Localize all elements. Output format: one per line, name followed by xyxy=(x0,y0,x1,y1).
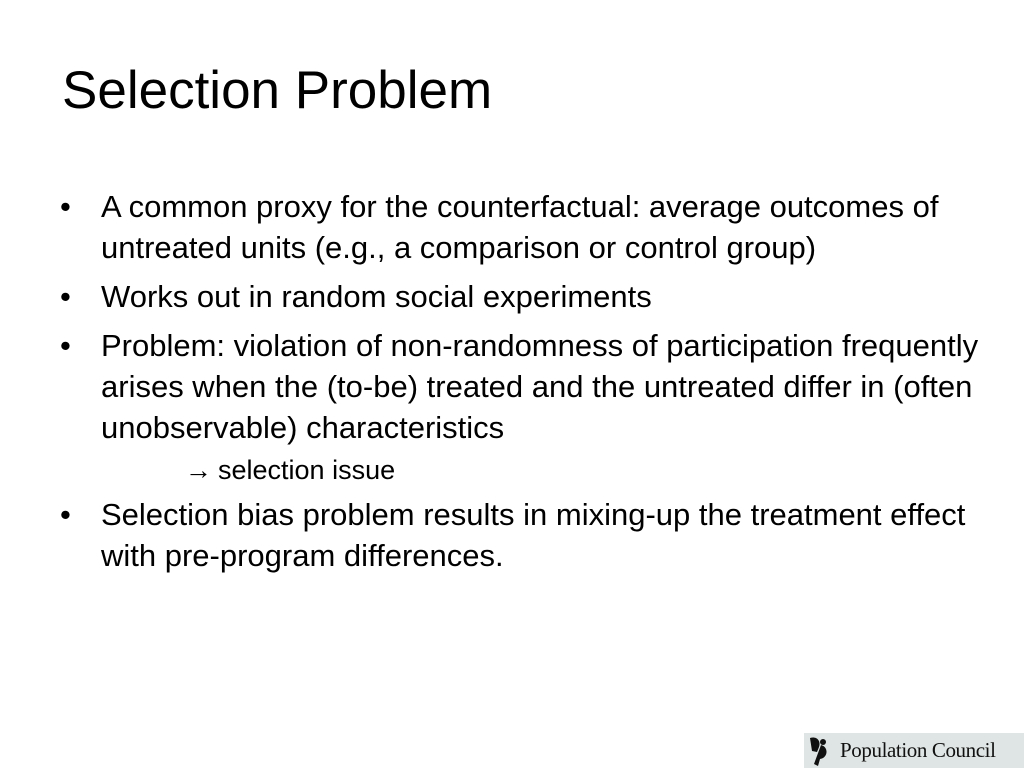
bullet-item xyxy=(60,494,980,576)
bullet-list xyxy=(60,186,980,584)
bullet-item xyxy=(60,186,980,268)
bullet-text: Selection bias problem results in mixing-up the treatment effect with pre-program differences. xyxy=(101,497,966,573)
sub-point xyxy=(60,452,980,488)
bullet-marker: • xyxy=(60,328,71,363)
bullet-marker: • xyxy=(60,279,71,314)
sub-point-text: selection issue xyxy=(218,455,396,485)
population-council-logo-icon xyxy=(804,733,834,768)
bullet-text: Works out in random social experiments xyxy=(101,279,652,314)
bullet-marker: • xyxy=(60,497,71,532)
population-council-logo xyxy=(804,733,1024,768)
bullet-text: A common proxy for the counterfactual: average outcomes of untreated units (e.g., a comparison or control group) xyxy=(101,189,939,265)
bullet-marker: • xyxy=(60,189,71,224)
right-arrow-icon: → xyxy=(185,455,212,485)
bullet-item xyxy=(60,276,980,317)
bullet-text: Problem: violation of non-randomness of participation frequently arises when the (to-be) treated and the untreated differ in (often unobservable) characteristics xyxy=(101,328,979,445)
bullet-item xyxy=(60,325,980,448)
logo-text: Population Council xyxy=(840,738,996,762)
slide-title: Selection Problem xyxy=(62,61,493,120)
